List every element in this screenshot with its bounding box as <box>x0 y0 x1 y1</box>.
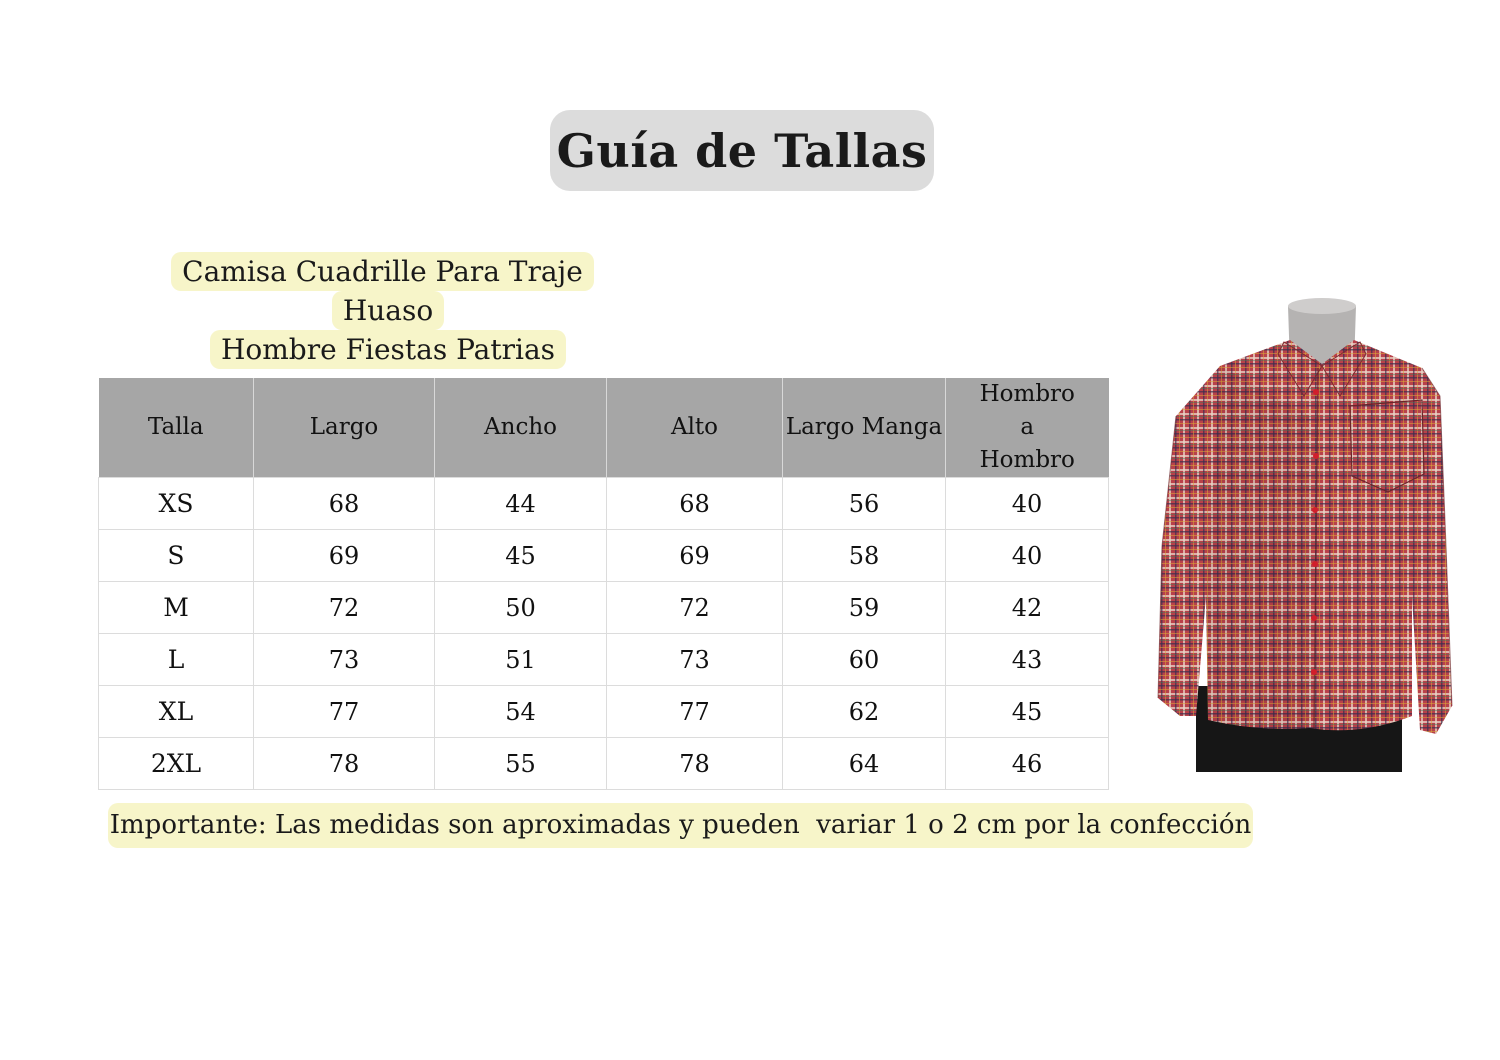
cell-hombro: 46 <box>946 738 1109 790</box>
cell-talla: S <box>99 530 254 582</box>
header-hombro-label: Hombro a Hombro <box>979 381 1075 473</box>
cell-ancho: 45 <box>435 530 607 582</box>
cell-largo: 73 <box>254 634 435 686</box>
cell-alto: 69 <box>607 530 783 582</box>
cell-talla: 2XL <box>99 738 254 790</box>
cell-hombro: 42 <box>946 582 1109 634</box>
shirt-photo <box>1150 296 1460 772</box>
cell-largo: 77 <box>254 686 435 738</box>
table-row <box>99 738 1109 790</box>
cell-ancho: 51 <box>435 634 607 686</box>
header-talla: Talla <box>99 378 254 478</box>
table-header-row <box>99 378 1109 478</box>
cell-largo: 72 <box>254 582 435 634</box>
header-alto: Alto <box>607 378 783 478</box>
cell-hombro: 40 <box>946 530 1109 582</box>
cell-largo: 68 <box>254 478 435 530</box>
cell-largo: 69 <box>254 530 435 582</box>
cell-talla: L <box>99 634 254 686</box>
cell-ancho: 44 <box>435 478 607 530</box>
cell-alto: 68 <box>607 478 783 530</box>
cell-largo-manga: 59 <box>783 582 946 634</box>
cell-largo-manga: 60 <box>783 634 946 686</box>
cell-largo: 78 <box>254 738 435 790</box>
product-name-line1: Camisa Cuadrille Para Traje Huaso <box>171 252 594 330</box>
important-note: Importante: Las medidas son aproximadas y pueden variar 1 o 2 cm por la confección <box>108 803 1253 848</box>
header-largo-manga: Largo Manga <box>783 378 946 478</box>
cell-talla: M <box>99 582 254 634</box>
header-ancho: Ancho <box>435 378 607 478</box>
cell-ancho: 50 <box>435 582 607 634</box>
page-title: Guía de Tallas <box>556 123 928 178</box>
cell-largo-manga: 58 <box>783 530 946 582</box>
header-largo: Largo <box>254 378 435 478</box>
table-row <box>99 686 1109 738</box>
product-name <box>132 252 644 369</box>
cell-alto: 78 <box>607 738 783 790</box>
header-hombro <box>946 378 1109 478</box>
cell-hombro: 45 <box>946 686 1109 738</box>
cell-alto: 72 <box>607 582 783 634</box>
size-table <box>98 378 1109 790</box>
title-box <box>550 110 934 191</box>
cell-largo-manga: 64 <box>783 738 946 790</box>
table-row <box>99 478 1109 530</box>
cell-ancho: 55 <box>435 738 607 790</box>
cell-alto: 77 <box>607 686 783 738</box>
cell-hombro: 40 <box>946 478 1109 530</box>
cell-talla: XL <box>99 686 254 738</box>
cell-ancho: 54 <box>435 686 607 738</box>
cell-hombro: 43 <box>946 634 1109 686</box>
table-row <box>99 530 1109 582</box>
cell-talla: XS <box>99 478 254 530</box>
table-row <box>99 634 1109 686</box>
product-name-line2: Hombre Fiestas Patrias <box>210 330 566 369</box>
table-row <box>99 582 1109 634</box>
cell-largo-manga: 62 <box>783 686 946 738</box>
cell-largo-manga: 56 <box>783 478 946 530</box>
cell-alto: 73 <box>607 634 783 686</box>
